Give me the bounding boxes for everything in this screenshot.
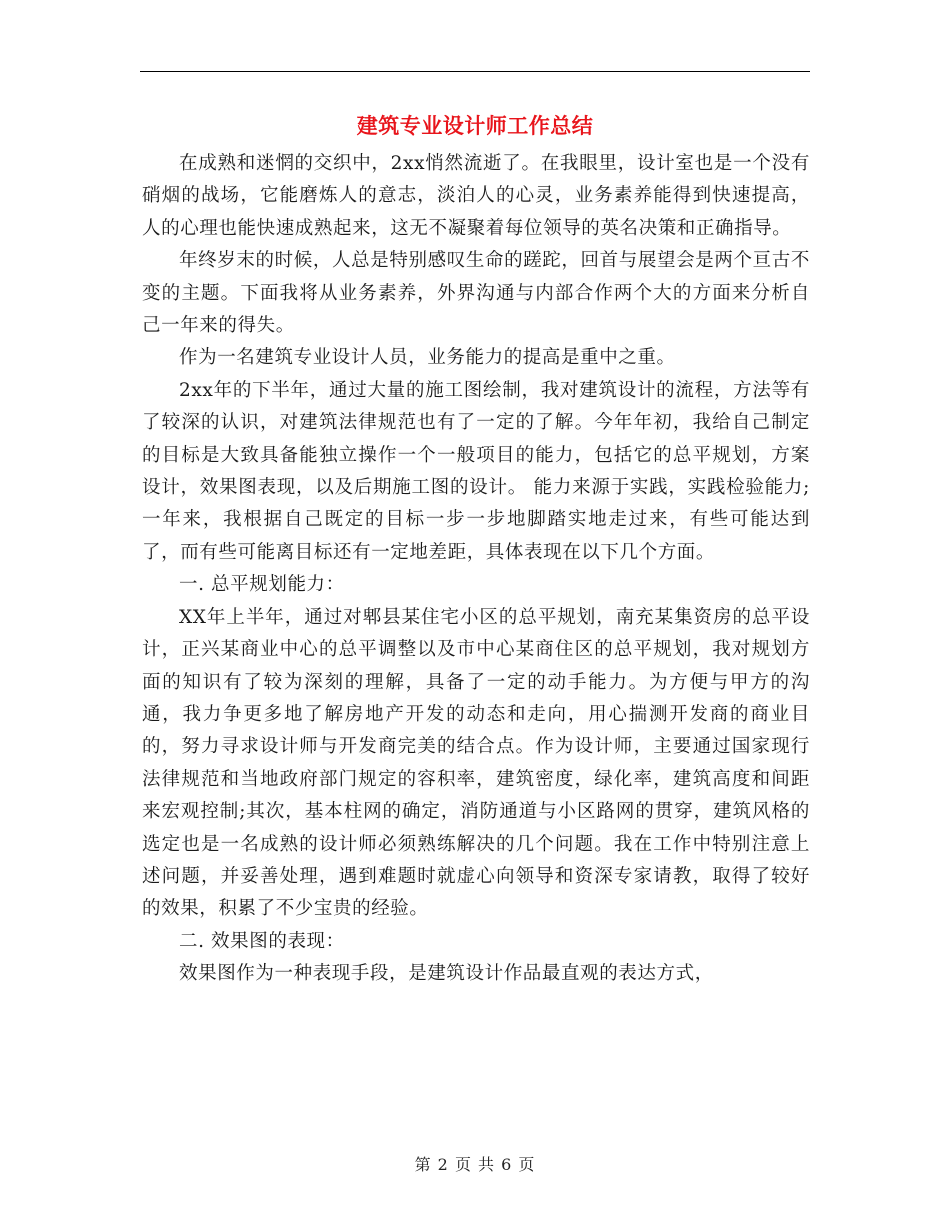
paragraph-year-end: 年终岁末的时候，人总是特别感叹生命的蹉跎，回首与展望会是两个亘古不变的主题。下面我将从业务素养，外界沟通与内部合作两个大的方面来分析自己一年来的得失。 <box>142 250 810 337</box>
page-number: 第 2 页 共 6 页 <box>414 1155 536 1174</box>
header-rule <box>140 71 810 72</box>
paragraph-planning: XX年上半年，通过对郫县某住宅小区的总平规划，南充某集资房的总平设计，正兴某商业中心的总平调整以及市中心某商住区的总平规划，我对规划方面的知识有了较为深刻的理解，具备了一定的动手能力。为方便与甲方的沟通，我力争更多地了解房地产开发的动态和走向，用心揣测开发商的商业目的，努力寻求设计师与开发商完美的结合点。作为设计师，主要通过国家现行法律规范和当地政府部门规定的容积率，建筑密度，绿化率，建筑高度和间距来宏观控制;其次，基本柱网的确定，消防通道与小区路网的贯穿，建筑风格的选定也是一名成熟的设计师必须熟练解决的几个问题。我在工作中特别注意上述问题，并妥善处理，遇到难题时就虚心向领导和资深专家请教，取得了较好的效果，积累了不少宝贵的经验。 <box>142 606 810 920</box>
page-footer <box>140 1152 810 1175</box>
paragraph-goals: 2xx年的下半年，通过大量的施工图绘制，我对建筑设计的流程，方法等有了较深的认识，对建筑法律规范也有了一定的了解。今年年初，我给自己制定的目标是大致具备能独立操作一个一般项目的能力，包括它的总平规划，方案设计，效果图表现，以及后期施工图的设计。 能力来源于实践，实践检验能力;一年来，我根据自己既定的目标一步一步地脚踏实地走过来，有些可能达到了，而有些可能离目标还有一定地差距，具体表现在以下几个方面。 <box>142 379 810 563</box>
paragraph-rendering: 效果图作为一种表现手段，是建筑设计作品最直观的表达方式， <box>179 963 714 985</box>
document-body <box>142 148 810 991</box>
section-heading-rendering: 二. 效果图的表现： <box>179 930 345 952</box>
paragraph-intro: 在成熟和迷惘的交织中，2xx悄然流逝了。在我眼里，设计室也是一个没有硝烟的战场，它能磨炼人的意志，淡泊人的心灵，业务素养能得到快速提高，人的心理也能快速成熟起来，这无不凝聚着每位领导的英名决策和正确指导。 <box>142 153 810 239</box>
paragraph-professional: 作为一名建筑专业设计人员，业务能力的提高是重中之重。 <box>179 347 676 369</box>
document-title: 建筑专业设计师工作总结 <box>356 113 594 138</box>
section-heading-planning: 一. 总平规划能力： <box>179 574 345 596</box>
